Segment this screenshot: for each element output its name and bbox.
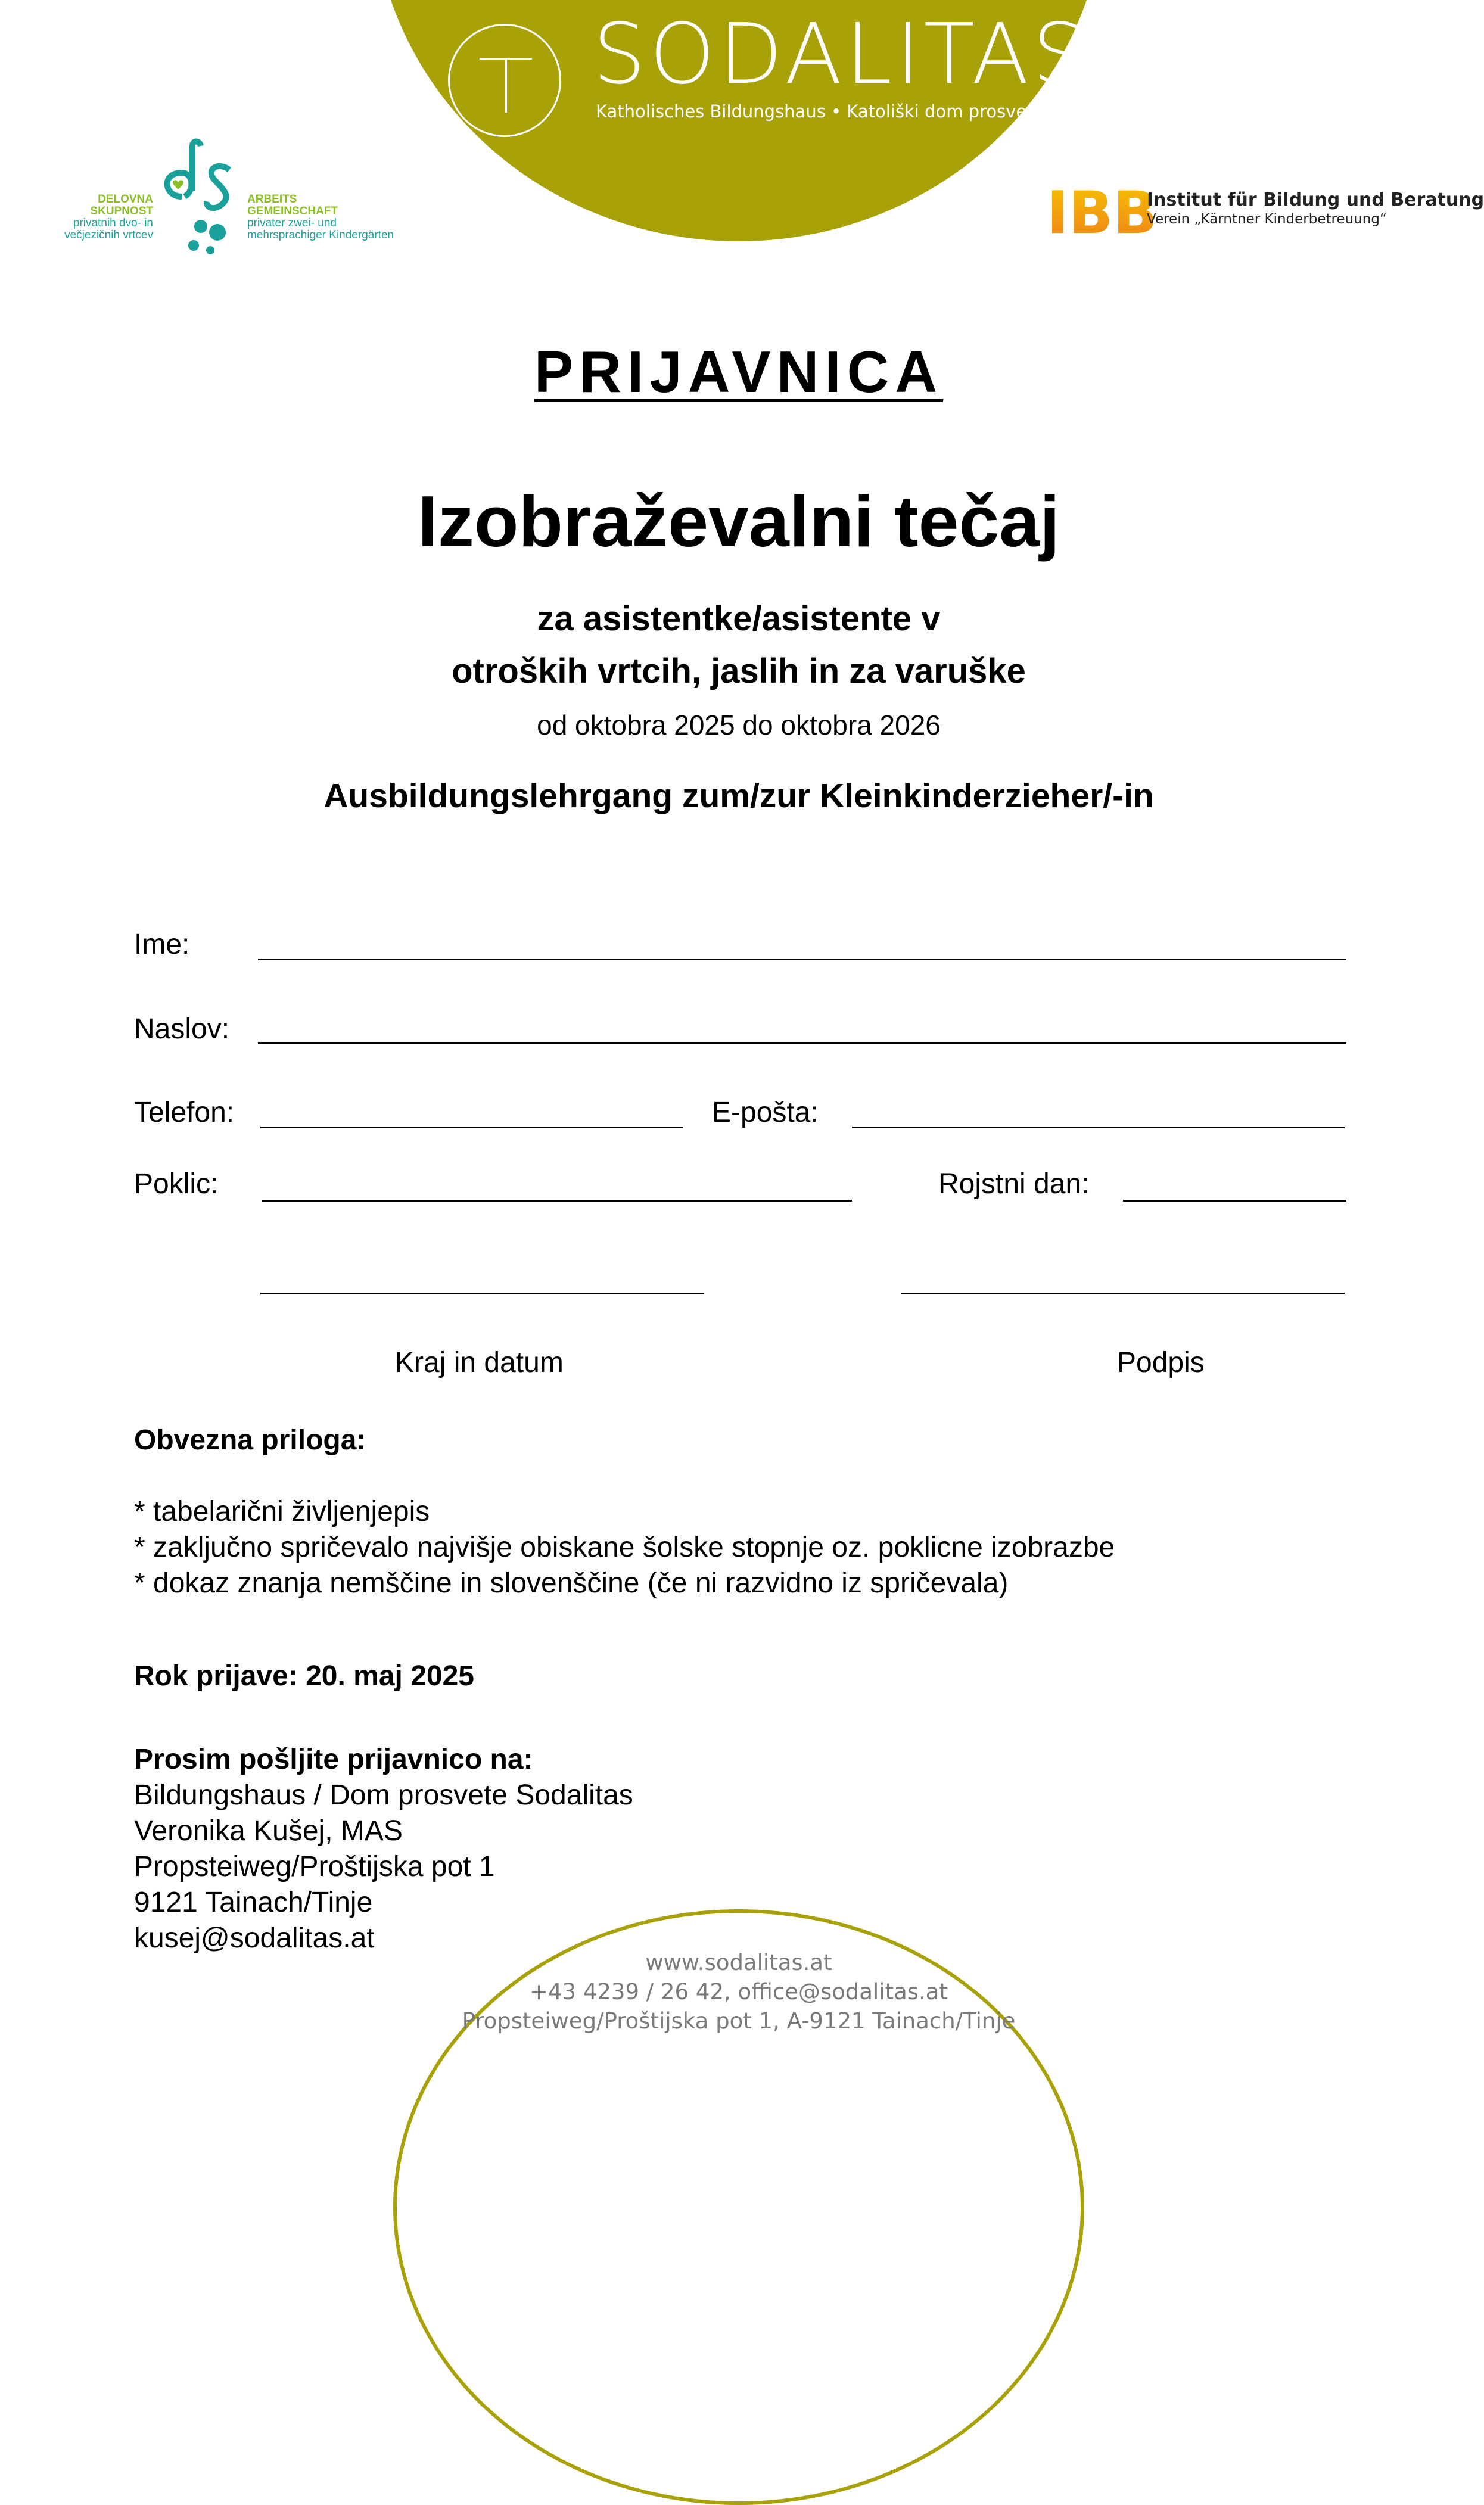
email-label: E-pošta: [712, 1097, 819, 1128]
phone-label: Telefon: [134, 1097, 235, 1128]
ds-left-line: DELOVNA [98, 193, 153, 206]
deadline: Rok prijave: 20. maj 2025 [134, 1660, 474, 1692]
svg-text:IBB: IBB [1047, 179, 1158, 247]
birthday-field[interactable] [1123, 1200, 1346, 1202]
brand-subtitle: Katholisches Bildungshaus • Katoliški dom prosvete [596, 101, 1044, 122]
ds-right-line: privater zwei- und [247, 217, 337, 229]
ds-right-line: GEMEINSCHAFT [247, 205, 338, 217]
ds-right-line: ARBEITS [247, 193, 297, 206]
profession-label: Poklic: [134, 1168, 219, 1200]
address-label: Naslov: [134, 1013, 230, 1045]
contact-email-link[interactable]: kusej@sodalitas.at [134, 1922, 375, 1954]
ds-left-line: večjezičnih vrtcev [64, 229, 153, 241]
ds-logo-left-text [37, 194, 153, 241]
ibb-subtitle: Verein „Kärntner Kinderbetreuung“ [1147, 211, 1387, 227]
place-date-caption: Kraj in datum [395, 1347, 564, 1378]
footer-address: Propsteiweg/Proštijska pot 1, A-9121 Tainach/Tinje [462, 2008, 1016, 2034]
german-title: Ausbildungslehrgang zum/zur Kleinkinderzieher/-in [323, 777, 1154, 815]
ds-left-line: privatnih dvo- in [73, 217, 153, 229]
name-field[interactable] [258, 959, 1346, 960]
attachment-item: * tabelarični življenjepis [134, 1496, 430, 1527]
footer [0, 1948, 1477, 2036]
profession-field[interactable] [262, 1200, 852, 1202]
phone-field[interactable] [260, 1127, 683, 1128]
contact-line: Propsteiweg/Proštijska pot 1 [134, 1851, 495, 1882]
contact-line: 9121 Tainach/Tinje [134, 1887, 373, 1918]
contact-line: Veronika Kušej, MAS [134, 1815, 403, 1847]
attachment-item: * zaključno spričevalo najvišje obiskane šolske stopnje oz. poklicne izobrazbe [134, 1532, 1115, 1563]
attachments-heading: Obvezna priloga: [134, 1424, 366, 1456]
course-subtitle-line1: za asistentke/asistente v [537, 599, 941, 638]
footer-phone-email: +43 4239 / 26 42, office@sodalitas.at [530, 1979, 948, 2005]
signature-field[interactable] [901, 1293, 1345, 1294]
course-dates: od oktobra 2025 do oktobra 2026 [537, 710, 941, 740]
form-heading-text: PRIJAVNICA [534, 339, 944, 404]
contact-line: Bildungshaus / Dom prosvete Sodalitas [134, 1779, 633, 1811]
course-title: Izobraževalni tečaj [417, 481, 1060, 562]
signature-caption: Podpis [1117, 1347, 1205, 1378]
form-heading [0, 338, 1477, 406]
ds-left-line: SKUPNOST [90, 205, 153, 217]
ds-logo-icon [158, 137, 247, 256]
ds-logo-right-text [247, 194, 394, 241]
address-field[interactable] [258, 1042, 1346, 1044]
logo-t-stem [505, 58, 507, 113]
birthday-label: Rojstni dan: [938, 1168, 1090, 1200]
sodalitas-logo-icon [448, 24, 561, 137]
place-date-field[interactable] [260, 1293, 704, 1294]
name-label: Ime: [134, 929, 190, 960]
ibb-title: Institut für Bildung und Beratung [1147, 189, 1484, 210]
ibb-logo-icon [1046, 179, 1158, 247]
course-subtitle-line2: otroških vrtcih, jaslih in za varuške [452, 652, 1026, 690]
contact-heading: Prosim pošljite prijavnico na: [134, 1744, 533, 1775]
email-field[interactable] [852, 1127, 1345, 1128]
ds-right-line: mehrsprachiger Kindergärten [247, 229, 394, 241]
footer-website[interactable]: www.sodalitas.at [645, 1950, 832, 1975]
brand-name: SODALITAS [593, 6, 1089, 103]
attachment-item: * dokaz znanja nemščine in slovenščine (če ni razvidno iz spričevala) [134, 1567, 1009, 1599]
